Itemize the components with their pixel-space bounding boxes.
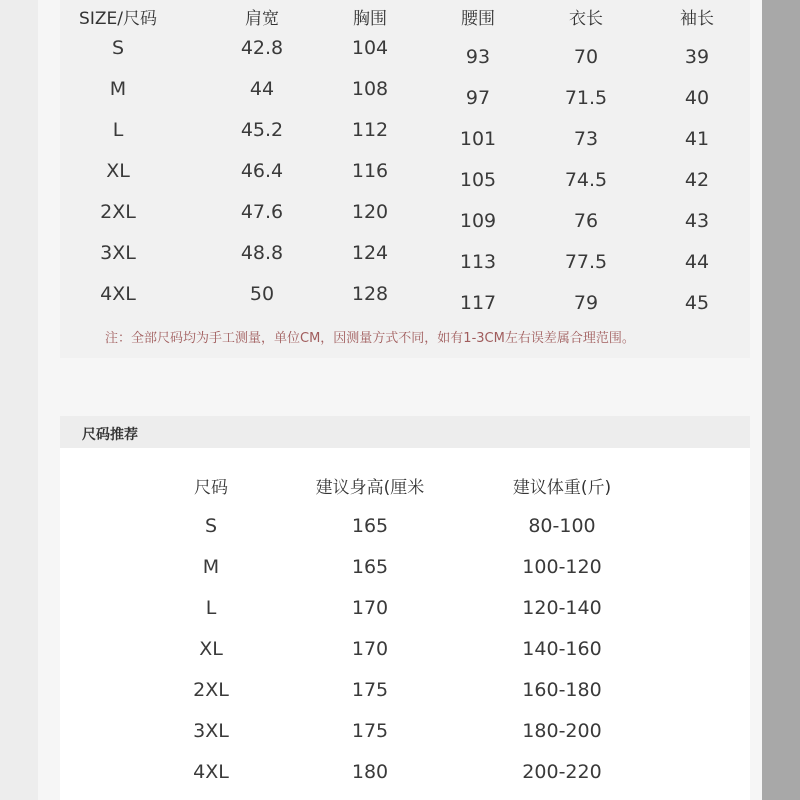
size-chart-header-cell: 腰围 [461, 9, 495, 29]
recommendation-header-cell: 尺码 [194, 478, 228, 498]
size-chart-cell: 97 [465, 87, 491, 109]
recommendation-cell: 200-220 [522, 761, 602, 783]
recommendation-title: 尺码推荐 [82, 427, 138, 443]
size-chart-cell: 124 [351, 242, 389, 264]
size-chart-cell: 101 [459, 128, 497, 150]
size-chart-cell: 44 [684, 251, 710, 273]
size-chart-panel [60, 0, 750, 358]
recommendation-cell: 170 [351, 597, 389, 619]
size-chart-cell: 47.6 [240, 201, 284, 223]
size-chart-cell: 104 [351, 37, 389, 59]
left-margin [0, 0, 38, 800]
recommendation-cell: 80-100 [528, 515, 596, 537]
size-chart-header-cell: 袖长 [680, 9, 714, 29]
size-chart-cell: 108 [351, 78, 389, 100]
size-chart-cell: 48.8 [240, 242, 284, 264]
size-chart-cell: 46.4 [240, 160, 284, 182]
size-chart-cell: 120 [351, 201, 389, 223]
size-chart-cell: 73 [573, 128, 599, 150]
size-chart-cell: 109 [459, 210, 497, 232]
size-chart-cell: 3XL [100, 242, 136, 264]
recommendation-cell: 100-120 [522, 556, 602, 578]
size-chart-cell: 45.2 [240, 119, 284, 141]
size-chart-cell: 71.5 [564, 87, 608, 109]
size-chart-cell: 4XL [100, 283, 136, 305]
recommendation-cell: 160-180 [522, 679, 602, 701]
recommendation-header-cell: 建议身高(厘米 [315, 478, 425, 498]
size-chart-cell: 2XL [100, 201, 136, 223]
recommendation-cell: 170 [351, 638, 389, 660]
size-chart-cell: 77.5 [564, 251, 608, 273]
size-chart-cell: 50 [249, 283, 275, 305]
recommendation-cell: S [204, 515, 218, 537]
recommendation-cell: 120-140 [522, 597, 602, 619]
recommendation-cell: 175 [351, 679, 389, 701]
size-chart-cell: 45 [684, 292, 710, 314]
size-chart-cell: 41 [684, 128, 710, 150]
size-chart-header-cell: SIZE/尺码 [79, 9, 157, 29]
recommendation-cell: L [205, 597, 217, 619]
size-chart-cell: L [112, 119, 124, 141]
size-chart-cell: 128 [351, 283, 389, 305]
size-chart-cell: 112 [351, 119, 389, 141]
size-chart-cell: 42.8 [240, 37, 284, 59]
recommendation-cell: 4XL [193, 761, 229, 783]
size-chart-header-cell: 胸围 [353, 9, 387, 29]
recommendation-cell: 140-160 [522, 638, 602, 660]
size-chart-cell: M [109, 78, 127, 100]
recommendation-cell: 180 [351, 761, 389, 783]
right-margin [762, 0, 800, 800]
size-chart-cell: 74.5 [564, 169, 608, 191]
size-chart-cell: 39 [684, 46, 710, 68]
size-chart-cell: 117 [459, 292, 497, 314]
recommendation-header-bar [60, 416, 750, 448]
size-chart-header-cell: 衣长 [569, 9, 603, 29]
size-chart-cell: 105 [459, 169, 497, 191]
size-chart-cell: 42 [684, 169, 710, 191]
size-chart-cell: 116 [351, 160, 389, 182]
size-chart-cell: 93 [465, 46, 491, 68]
recommendation-cell: M [202, 556, 220, 578]
size-chart-cell: 70 [573, 46, 599, 68]
size-chart-cell: S [111, 37, 125, 59]
size-chart-cell: 76 [573, 210, 599, 232]
size-chart-cell: 40 [684, 87, 710, 109]
recommendation-cell: 3XL [193, 720, 229, 742]
size-chart-cell: 44 [249, 78, 275, 100]
size-chart-header-cell: 肩宽 [245, 9, 279, 29]
size-chart-cell: 79 [573, 292, 599, 314]
size-chart-cell: 113 [459, 251, 497, 273]
recommendation-cell: 165 [351, 556, 389, 578]
recommendation-cell: 180-200 [522, 720, 602, 742]
recommendation-cell: 165 [351, 515, 389, 537]
recommendation-cell: 2XL [193, 679, 229, 701]
size-chart-note: 注：全部尺码均为手工测量，单位CM，因测量方式不同，如有1-3CM左右误差属合理范围。 [105, 331, 635, 346]
recommendation-cell: XL [199, 638, 223, 660]
recommendation-header-cell: 建议体重(斤) [512, 478, 612, 498]
size-chart-cell: 43 [684, 210, 710, 232]
recommendation-cell: 175 [351, 720, 389, 742]
size-chart-cell: XL [106, 160, 130, 182]
